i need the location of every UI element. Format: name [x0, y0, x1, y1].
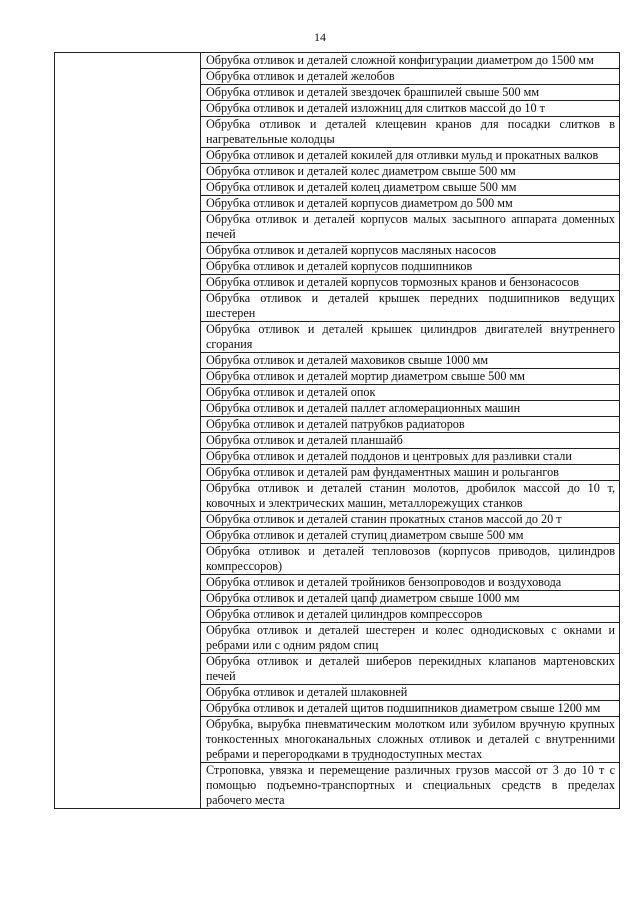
page-number: 14 [314, 30, 326, 44]
work-description-cell: Строповка, увязка и перемещение различных грузов массой от 3 до 10 т с помощью подъемно-транспортных и специальных средств в пределах рабочего места [201, 763, 620, 809]
work-description-cell: Обрубка отливок и деталей кокилей для отливки мульд и прокатных валков [201, 148, 620, 164]
work-description-cell: Обрубка отливок и деталей станин молотов, дробилок массой до 10 т, ковочных и электрических машин, металлорежущих станков [201, 481, 620, 512]
work-description-cell: Обрубка отливок и деталей тройников бензопроводов и воздуховода [201, 575, 620, 591]
work-description-cell: Обрубка отливок и деталей сложной конфигурации диаметром до 1500 мм [201, 53, 620, 69]
work-description-cell: Обрубка отливок и деталей шестерен и колес однодисковых с окнами и ребрами или с одним рядом спиц [201, 623, 620, 654]
work-description-cell: Обрубка отливок и деталей планшайб [201, 433, 620, 449]
work-description-cell: Обрубка отливок и деталей ступиц диаметром свыше 500 мм [201, 528, 620, 544]
work-description-cell: Обрубка отливок и деталей изложниц для слитков массой до 10 т [201, 101, 620, 117]
work-description-cell: Обрубка отливок и деталей цилиндров компрессоров [201, 607, 620, 623]
work-description-cell: Обрубка отливок и деталей колес диаметром свыше 500 мм [201, 164, 620, 180]
profession-cell [55, 53, 201, 809]
work-description-cell: Обрубка отливок и деталей крышек передних подшипников ведущих шестерен [201, 291, 620, 322]
work-description-cell: Обрубка отливок и деталей станин прокатных станов массой до 20 т [201, 512, 620, 528]
table-row [55, 53, 620, 69]
work-description-cell: Обрубка отливок и деталей мортир диаметром свыше 500 мм [201, 369, 620, 385]
table-body [55, 53, 620, 809]
work-description-cell: Обрубка отливок и деталей корпусов масляных насосов [201, 243, 620, 259]
work-description-cell: Обрубка отливок и деталей шлаковней [201, 685, 620, 701]
work-description-cell: Обрубка отливок и деталей корпусов тормозных кранов и бензонасосов [201, 275, 620, 291]
work-description-cell: Обрубка отливок и деталей крышек цилиндров двигателей внутреннего сгорания [201, 322, 620, 353]
work-description-cell: Обрубка отливок и деталей корпусов диаметром до 500 мм [201, 196, 620, 212]
work-description-cell: Обрубка отливок и деталей шиберов перекидных клапанов мартеновских печей [201, 654, 620, 685]
work-types-table [54, 52, 620, 809]
work-description-cell: Обрубка отливок и деталей корпусов подшипников [201, 259, 620, 275]
work-description-cell: Обрубка отливок и деталей маховиков свыше 1000 мм [201, 353, 620, 369]
work-description-cell: Обрубка отливок и деталей патрубков радиаторов [201, 417, 620, 433]
work-description-cell: Обрубка отливок и деталей звездочек брашпилей свыше 500 мм [201, 85, 620, 101]
work-description-cell: Обрубка отливок и деталей рам фундаментных машин и рольгангов [201, 465, 620, 481]
work-description-cell: Обрубка отливок и деталей корпусов малых засыпного аппарата доменных печей [201, 212, 620, 243]
work-description-cell: Обрубка отливок и деталей опок [201, 385, 620, 401]
work-description-cell: Обрубка отливок и деталей клещевин кранов для посадки слитков в нагревательные колодцы [201, 117, 620, 148]
work-description-cell: Обрубка отливок и деталей колец диаметром свыше 500 мм [201, 180, 620, 196]
work-description-cell: Обрубка, вырубка пневматическим молотком или зубилом вручную крупных тонкостенных многоканальных сложных отливок и деталей с внутренними ребрами и перегородками в труднодоступных местах [201, 717, 620, 763]
work-description-cell: Обрубка отливок и деталей тепловозов (корпусов приводов, цилиндров компрессоров) [201, 544, 620, 575]
work-description-cell: Обрубка отливок и деталей паллет агломерационных машин [201, 401, 620, 417]
work-description-cell: Обрубка отливок и деталей щитов подшипников диаметром свыше 1200 мм [201, 701, 620, 717]
work-description-cell: Обрубка отливок и деталей цапф диаметром свыше 1000 мм [201, 591, 620, 607]
work-description-cell: Обрубка отливок и деталей желобов [201, 69, 620, 85]
work-description-cell: Обрубка отливок и деталей поддонов и центровых для разливки стали [201, 449, 620, 465]
